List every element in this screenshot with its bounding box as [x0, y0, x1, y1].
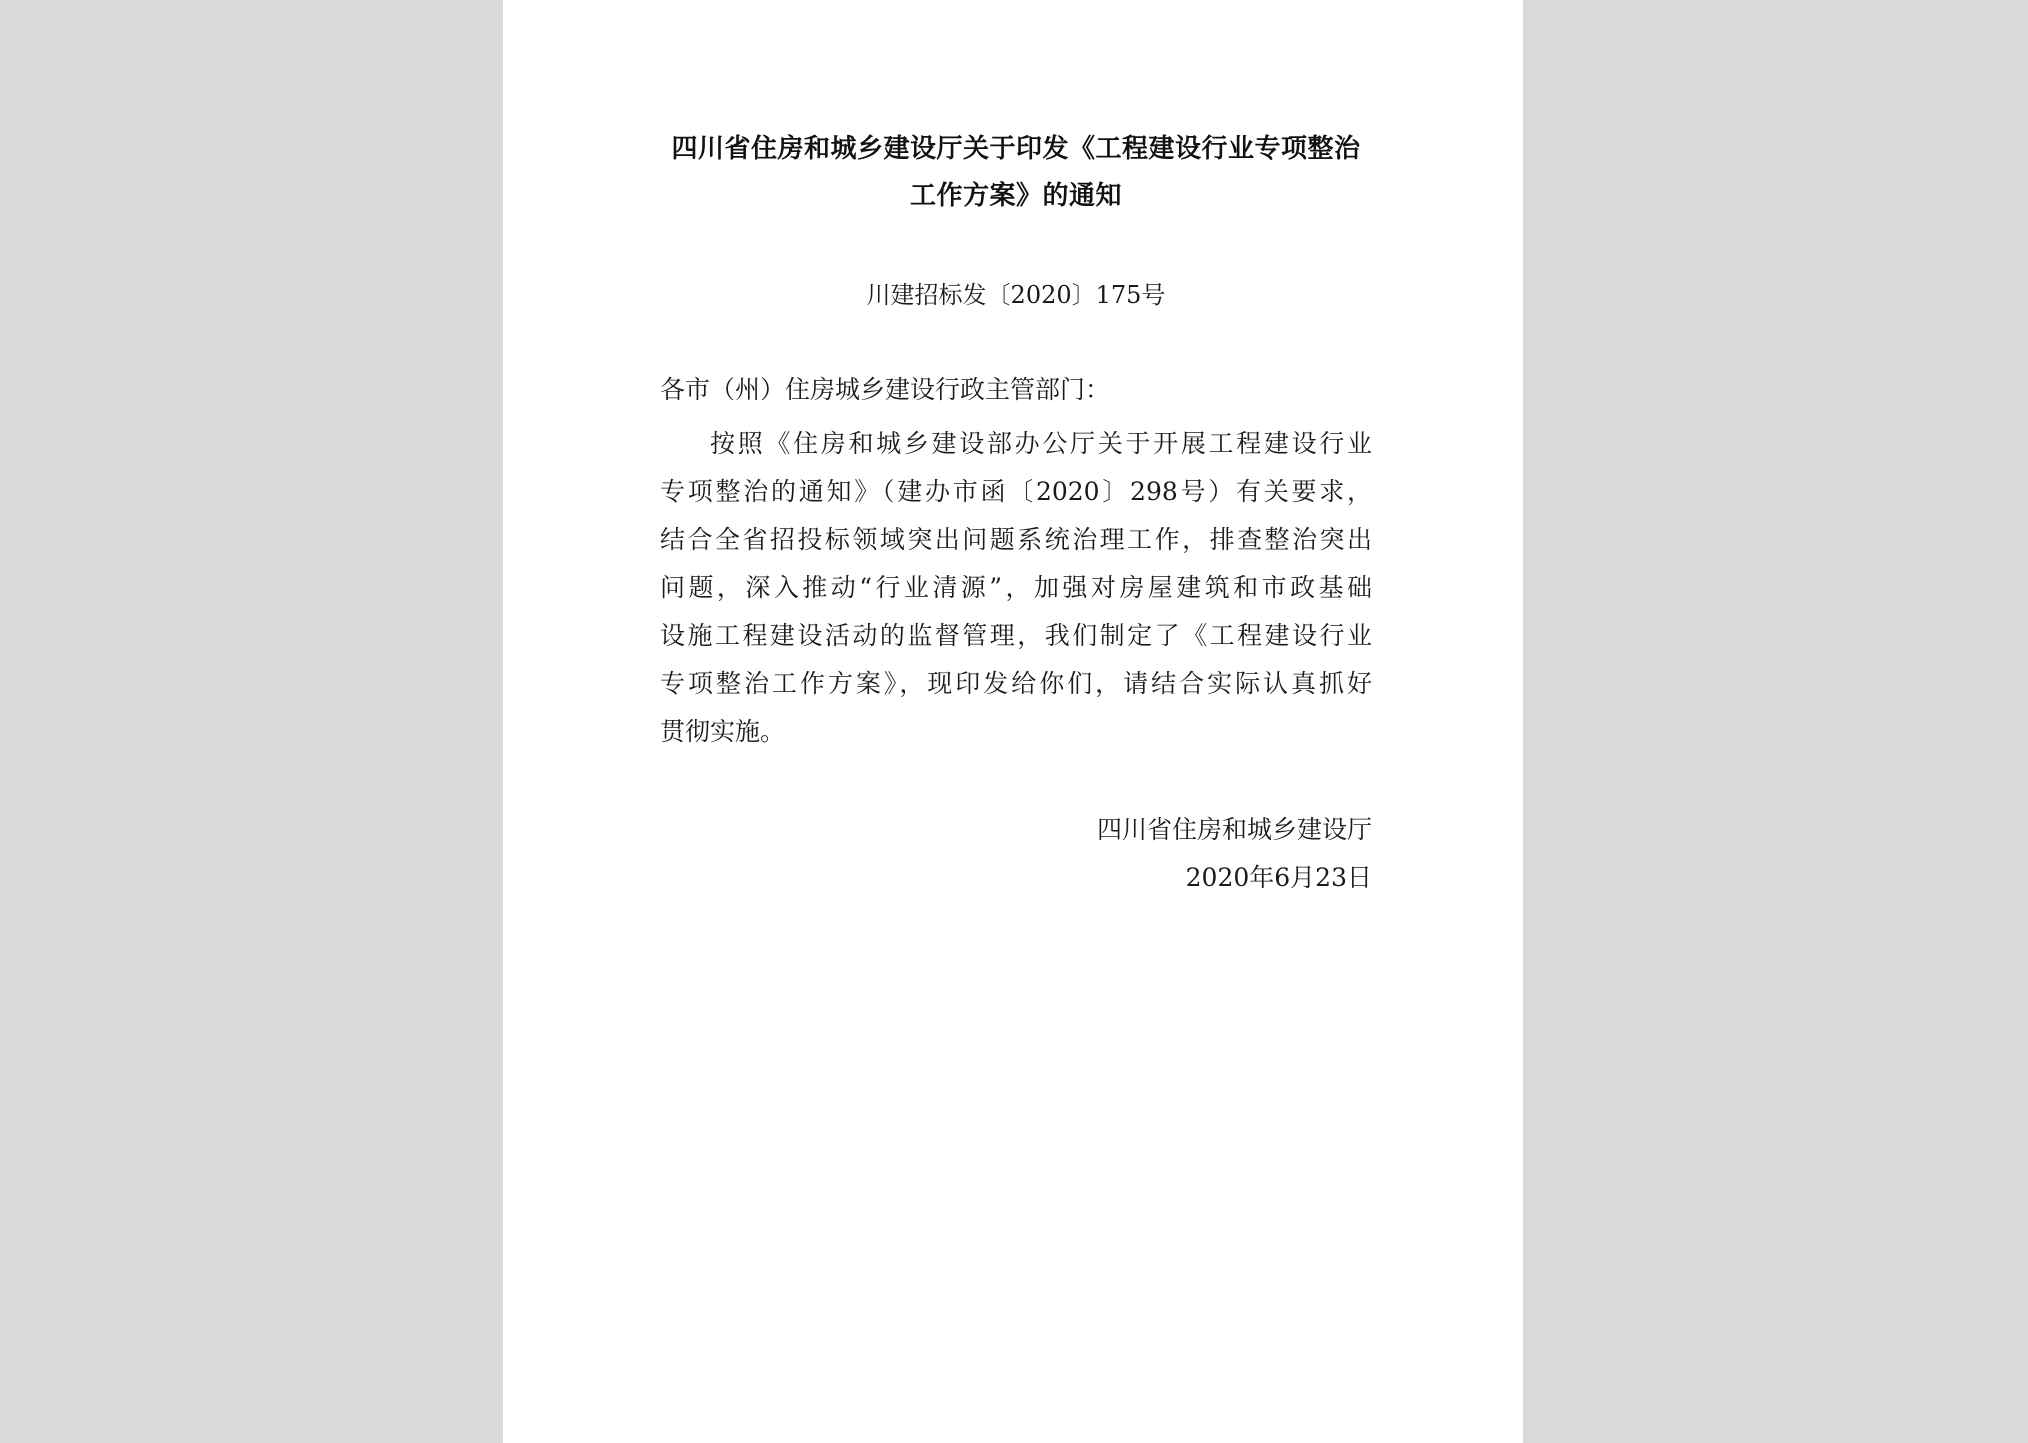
document-title-line-1: 四川省住房和城乡建设厅关于印发《工程建设行业专项整治 [671, 134, 1361, 164]
document-title-line-2: 工作方案》的通知 [909, 181, 1122, 211]
body-line: 按照《住房和城乡建设部办公厅关于开展工程建设行业 [710, 429, 1372, 458]
signature-block [1097, 806, 1372, 902]
body-line: 专项整治的通知》（建办市函〔2020〕298号）有关要求， [660, 477, 1372, 506]
body-line: 问题，深入推动“行业清源”，加强对房屋建筑和市政基础 [660, 573, 1372, 602]
body-line: 设施工程建设活动的监督管理，我们制定了《工程建设行业 [660, 621, 1372, 650]
document-number: 川建招标发〔2020〕175号 [866, 281, 1166, 309]
body-line: 结合全省招投标领域突出问题系统治理工作，排查整治突出 [660, 525, 1372, 554]
salutation: 各市（州）住房城乡建设行政主管部门： [660, 375, 1111, 404]
body-line: 贯彻实施。 [660, 717, 786, 746]
signature-date: 2020年6月23日 [1185, 863, 1372, 892]
signature-organization: 四川省住房和城乡建设厅 [1096, 815, 1372, 844]
document-title [660, 126, 1372, 220]
body-paragraph [660, 420, 1372, 756]
body-line: 专项整治工作方案》，现印发给你们，请结合实际认真抓好 [660, 669, 1372, 698]
document-page [503, 0, 1523, 1443]
